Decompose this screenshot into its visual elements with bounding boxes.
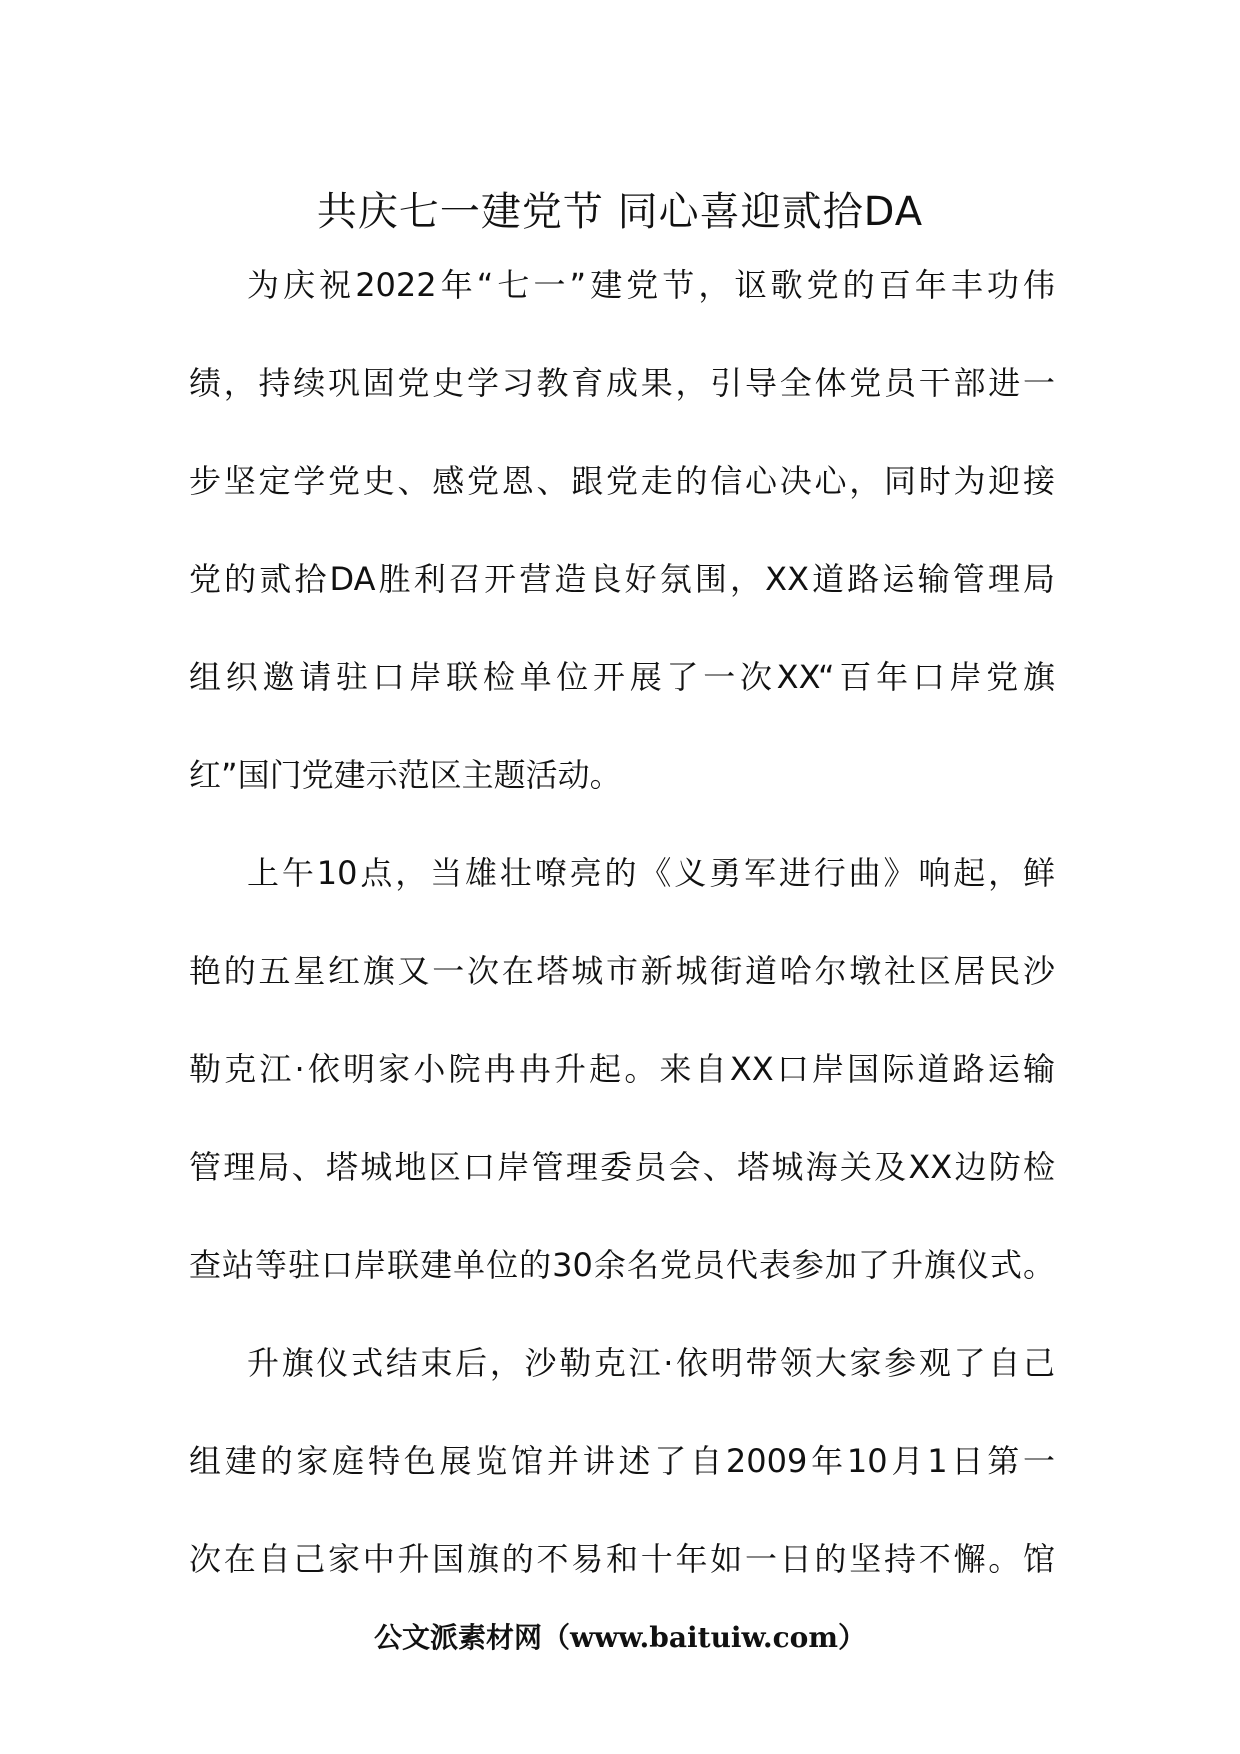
paragraph-1-line-2: 绩，持续巩固党史学习教育成果，引导全体党员干部进一 — [189, 364, 1055, 402]
paragraph-1-line-3: 步坚定学党史、感党恩、跟党走的信心决心，同时为迎接 — [189, 462, 1055, 500]
paragraph-1-line-6: 红”国门党建示范区主题活动。 — [189, 756, 622, 794]
paragraph-3-line-2: 组建的家庭特色展览馆并讲述了自2009年10月1日第一 — [189, 1442, 1055, 1480]
footer-watermark: 公文派素材网（www.baituiw.com） — [374, 1621, 866, 1654]
paragraph-2-line-1: 上午10点，当雄壮嘹亮的《义勇军进行曲》响起，鲜 — [247, 854, 1055, 892]
paragraph-2-line-5: 查站等驻口岸联建单位的30余名党员代表参加了升旗仪式。 — [189, 1246, 1055, 1284]
paragraph-2-line-3: 勒克江·依明家小院冉冉升起。来自XX口岸国际道路运输 — [189, 1050, 1055, 1088]
paragraph-2-line-2: 艳的五星红旗又一次在塔城市新城街道哈尔墩社区居民沙 — [189, 952, 1055, 990]
paragraph-1-line-1: 为庆祝2022年“七一”建党节，讴歌党的百年丰功伟 — [247, 266, 1055, 304]
paragraph-3-line-3: 次在自己家中升国旗的不易和十年如一日的坚持不懈。馆 — [189, 1540, 1055, 1578]
paragraph-1-line-4: 党的贰拾DA胜利召开营造良好氛围，XX道路运输管理局 — [189, 560, 1055, 598]
paragraph-3-line-1: 升旗仪式结束后，沙勒克江·依明带领大家参观了自己 — [247, 1344, 1055, 1382]
paragraph-2-line-4: 管理局、塔城地区口岸管理委员会、塔城海关及XX边防检 — [189, 1148, 1055, 1186]
document-title: 共庆七一建党节 同心喜迎贰拾DA — [316, 189, 924, 235]
paragraph-1-line-5: 组织邀请驻口岸联检单位开展了一次XX“百年口岸党旗 — [189, 658, 1055, 696]
